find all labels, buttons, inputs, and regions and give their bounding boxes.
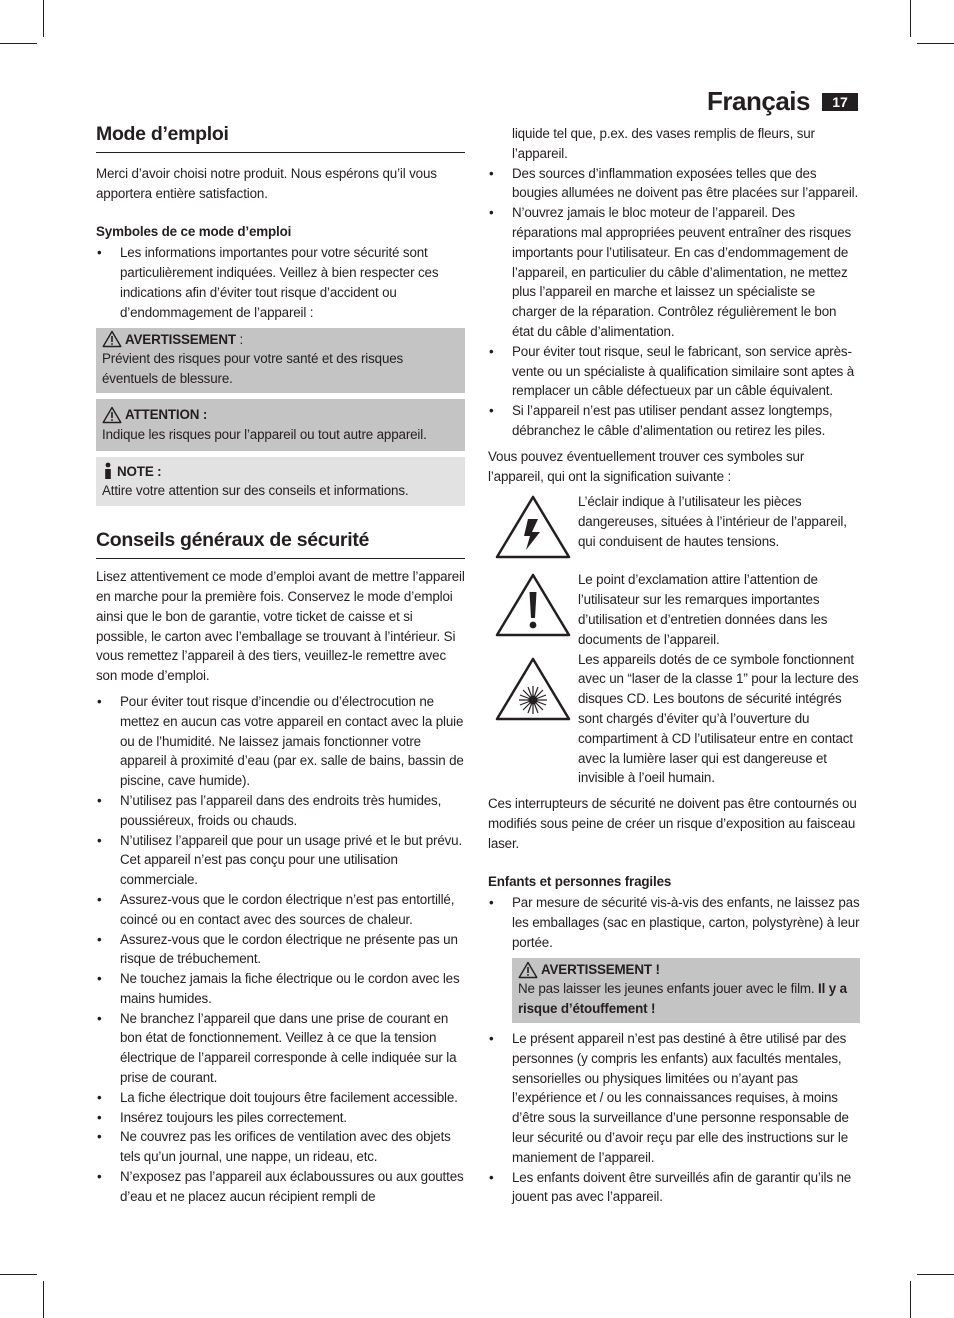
- note-box: [96, 457, 465, 507]
- list-item: • Les enfants doivent être surveillés afin de garantir qu’ils ne jouent pas avec l’appareil.: [488, 1168, 860, 1208]
- attention-box-title: ATTENTION :: [125, 406, 208, 422]
- list-item: • Pour éviter tout risque d’incendie ou d’électrocution ne mettez en aucun cas votre appareil en contact avec la pluie ou de l’humidité. Ne laissez jamais fonctionner votre appareil à proximité d’eau (par ex. salle de bains, bassin de piscine, cave humide).: [96, 692, 465, 791]
- section-title-conseils: Conseils généraux de sécurité: [96, 528, 465, 559]
- symbol-row-lightning: [488, 492, 860, 560]
- crop-mark: [0, 1274, 37, 1275]
- list-item: • Assurez-vous que le cordon électrique n’est pas entortillé, coincé ou en contact avec des sources de chaleur.: [96, 890, 465, 930]
- list-item: • Les informations importantes pour votre sécurité sont particulièrement indiquées. Veillez à bien respecter ces indications afin d’éviter tout risque d’accident ou d’endommagement de l’appareil :: [96, 243, 465, 322]
- warning-triangle-icon: [102, 330, 122, 348]
- exclamation-warning-icon: [488, 570, 578, 638]
- symbols-list: [96, 243, 465, 322]
- symbol-text: Les appareils dotés de ce symbole fonctionnent avec un “laser de la classe 1” pour la lecture des disques CD. Les boutons de sécurité intégrés sont chargés d’éviter qu’à l’ouverture du compartiment à CD l’utilisateur entre en contact avec la lumière laser qui est dangereuse et invisible à l’oeil humain.: [578, 651, 859, 786]
- symbol-text: Le point d’exclamation attire l’attention de l’utilisateur sur les remarques importantes d’utilisation et d’entretien données dans les documents de l’appareil.: [578, 572, 828, 647]
- list-item: • Ne touchez jamais la fiche électrique ou le cordon avec les mains humides.: [96, 969, 465, 1009]
- list-item: • N’utilisez pas l’appareil dans des endroits très humides, poussiéreux, froids ou chauds.: [96, 791, 465, 831]
- children-list-2: [488, 1029, 860, 1207]
- list-item: • N’utilisez l’appareil que pour un usage privé et le but prévu. Cet appareil n’est pas conçu pour une utilisation commerciale.: [96, 831, 465, 890]
- intro-text: Merci d’avoir choisi notre produit. Nous espérons qu’il vous apportera entière satisfaction.: [96, 166, 437, 201]
- attention-box: [96, 399, 465, 451]
- lightning-warning-icon: [488, 492, 578, 560]
- warning-box-title: AVERTISSEMENT: [125, 331, 236, 347]
- crop-mark: [910, 1281, 911, 1318]
- crop-mark: [43, 0, 44, 37]
- safety-intro: Lisez attentivement ce mode d’emploi avant de mettre l’appareil en marche pour la première fois. Conservez le mode d’emploi ainsi que le bon de garantie, votre ticket de caisse et si possible, le carton avec l’emballage se trouvant à l’intérieur. Si vous remettez l’appareil à des tiers, veuillez-le remettre avec son mode d’emploi.: [96, 569, 465, 684]
- symbol-row-exclamation: [488, 570, 860, 649]
- list-item: • Le présent appareil n’est pas destiné à être utilisé par des personnes (y compris les enfants) aux facultés mentales, sensorielles ou physiques limitées ou n’ayant pas l’expérience et / ou les connaissances requises, à moins d’être sous la surveillance d’une personne responsable de leur sécurité ou d’avoir reçu par elle des instructions sur le maniement de l’appareil.: [488, 1029, 860, 1168]
- list-item: • Si l’appareil n’est pas utiliser pendant assez longtemps, débranchez le câble d’alimentation ou retirez les piles.: [488, 401, 860, 441]
- symbol-text: L’éclair indique à l’utilisateur les pièces dangereuses, situées à l’intérieur de l’appareil, qui conduisent de hautes tensions.: [578, 494, 847, 549]
- list-item: • Assurez-vous que le cordon électrique ne présente pas un risque de trébuchement.: [96, 930, 465, 970]
- crop-mark: [910, 0, 911, 37]
- symbols-heading: Symboles de ce mode d’emploi: [96, 223, 292, 239]
- interrupters-text: Ces interrupteurs de sécurité ne doivent pas être contournés ou modifiés sous peine de créer un risque d’exposition au faisceau laser.: [488, 796, 857, 851]
- crop-mark: [917, 43, 954, 44]
- warning-box: [96, 328, 465, 393]
- continued-text: liquide tel que, p.ex. des vases remplis de fleurs, sur l’appareil.: [512, 126, 815, 161]
- list-item: • N’ouvrez jamais le bloc moteur de l’appareil. Des réparations mal appropriées peuvent entraîner des risques importants pour l’utilisateur. En cas d’endommagement de l’appareil, en particulier du câble d’alimentation, ne mettez plus l’appareil en marche et laissez un spécialiste se charger de la réparation. Contrôlez régulièrement le bon état du câble d’alimentation.: [488, 203, 860, 342]
- symbols-intro: Vous pouvez éventuellement trouver ces symboles sur l’appareil, qui ont la signification suivante :: [488, 448, 805, 484]
- children-list: [488, 893, 860, 952]
- note-box-text: Attire votre attention sur des conseils et informations.: [102, 483, 409, 499]
- safety-list: [96, 692, 465, 1207]
- note-box-title: NOTE :: [117, 463, 162, 479]
- children-heading: Enfants et personnes fragiles: [488, 873, 672, 889]
- right-column: [488, 124, 860, 1207]
- list-item: • La fiche électrique doit toujours être facilement accessible.: [96, 1088, 465, 1108]
- laser-warning-icon: [488, 650, 578, 722]
- children-warning-bold: Il y a risque d’étouffement !: [518, 981, 847, 1017]
- list-item: • Pour éviter tout risque, seul le fabricant, son service après-vente ou un spécialiste à qualification similaire sont aptes à remplacer un câble défectueux par un câble équivalent.: [488, 342, 860, 401]
- warning-box-text: Prévient des risques pour votre santé et des risques éventuels de blessure.: [102, 351, 404, 387]
- crop-mark: [43, 1281, 44, 1318]
- list-item: • Par mesure de sécurité vis-à-vis des enfants, ne laissez pas les emballages (sac en plastique, carton, polystyrène) à leur portée.: [488, 893, 860, 952]
- page-number: 17: [822, 93, 858, 111]
- attention-box-text: Indique les risques pour l’appareil ou tout autre appareil.: [102, 426, 427, 442]
- list-item: • Des sources d’inflammation exposées telles que des bougies allumées ne doivent pas être placées sur l’appareil.: [488, 164, 860, 204]
- warning-triangle-icon: [518, 961, 538, 979]
- crop-mark: [0, 43, 37, 44]
- page-language-title: Français: [707, 86, 810, 116]
- children-warning-box: [512, 958, 860, 1023]
- children-warning-title: AVERTISSEMENT !: [541, 961, 660, 977]
- safety-list-continued: [488, 164, 860, 441]
- list-item: • N’exposez pas l’appareil aux éclaboussures ou aux gouttes d’eau et ne placez aucun récipient rempli de: [96, 1167, 465, 1207]
- left-column: [96, 122, 465, 1207]
- symbol-row-laser: [488, 650, 860, 789]
- list-item: • Ne couvrez pas les orifices de ventilation avec des objets tels qu’un journal, une nappe, un rideau, etc.: [96, 1127, 465, 1167]
- list-item: • Ne branchez l’appareil que dans une prise de courant en bon état de fonctionnement. Veillez à ce que la tension électrique de l’appareil corresponde à celle indiquée sur la prise de courant.: [96, 1009, 465, 1088]
- crop-mark: [917, 1274, 954, 1275]
- list-item: • Insérez toujours les piles correctement.: [96, 1108, 465, 1128]
- warning-box-suffix: :: [235, 331, 244, 347]
- info-icon: [102, 462, 114, 480]
- warning-triangle-icon: [102, 406, 122, 424]
- section-title-mode-emploi: Mode d’emploi: [96, 122, 465, 153]
- children-warning-text: Ne pas laisser les jeunes enfants jouer avec le film.: [518, 981, 819, 997]
